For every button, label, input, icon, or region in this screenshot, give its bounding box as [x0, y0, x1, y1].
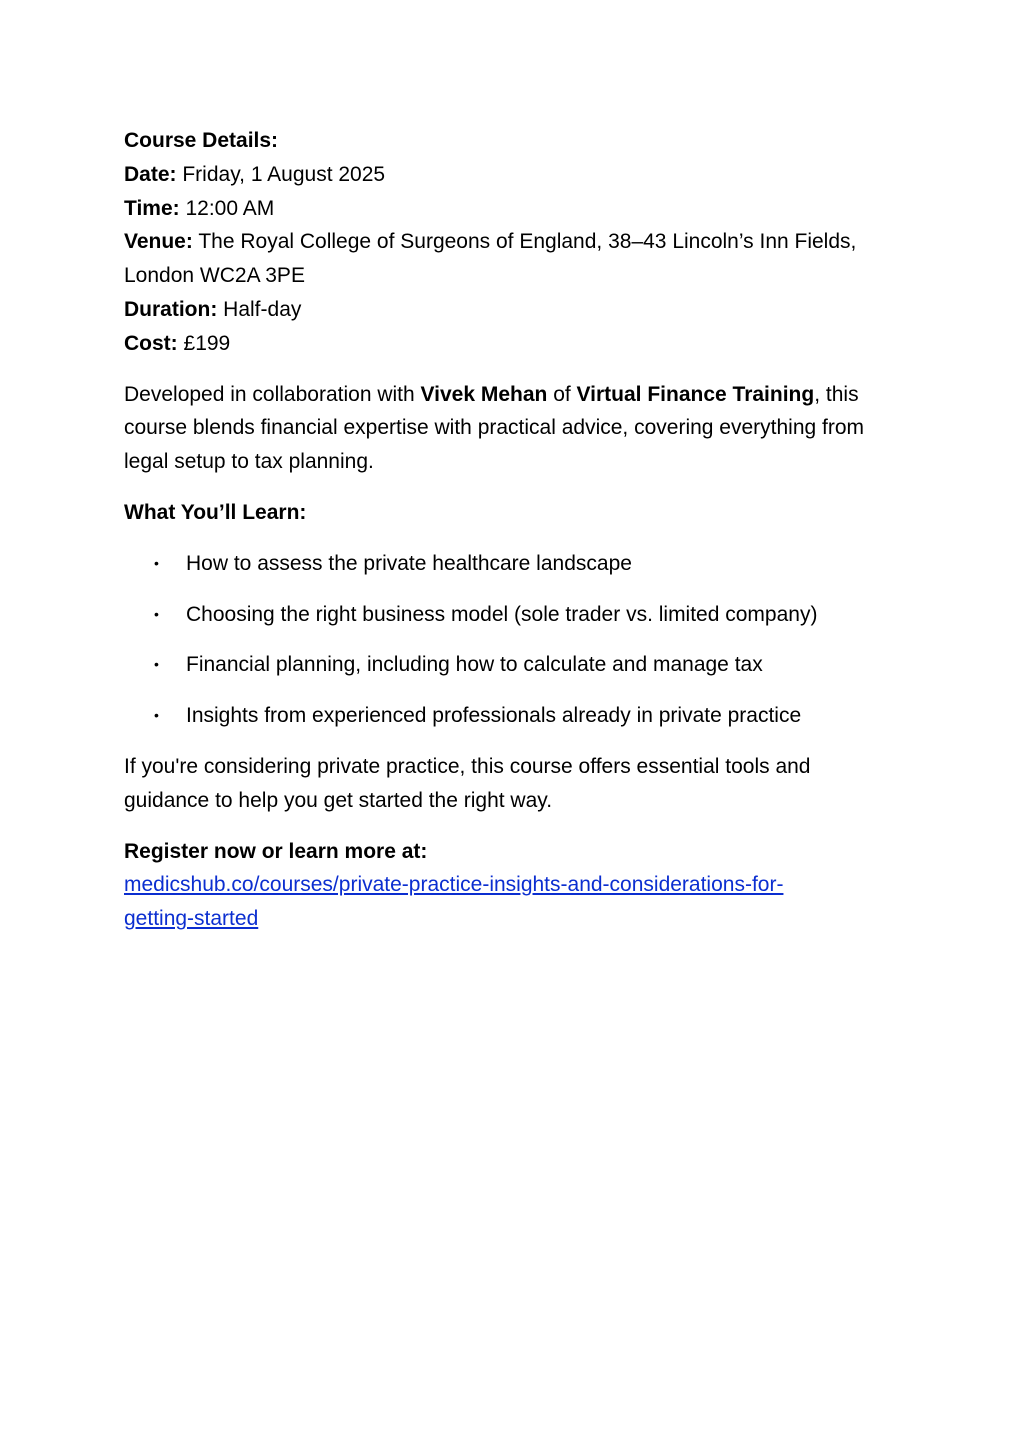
date-value: Friday, 1 August 2025: [182, 162, 386, 186]
list-item-text: Insights from experienced professionals already in private practice: [186, 704, 802, 728]
course-details: [124, 124, 899, 361]
closing-paragraph: If you're considering private practice, this course offers essential tools and guidance to help you get started the right way.: [124, 754, 811, 812]
cost-label: Cost:: [124, 331, 178, 355]
list-item: [124, 648, 899, 682]
document-page: [124, 124, 899, 936]
venue-label: Venue:: [124, 230, 193, 254]
register-link[interactable]: medicshub.co/courses/private-practice-insights-and-considerations-for-getting-started: [124, 873, 784, 931]
intro-text-3: , this course blends financial expertise with practical advice, covering everything from legal setup to tax planning.: [124, 382, 865, 474]
list-item-text: Choosing the right business model (sole trader vs. limited company): [186, 602, 818, 626]
course-details-heading: Course Details:: [124, 129, 279, 152]
learn-heading: What You’ll Learn:: [124, 500, 307, 524]
list-item-text: Financial planning, including how to calculate and manage tax: [186, 653, 763, 677]
company-name: Virtual Finance Training: [576, 382, 815, 406]
duration-row: [124, 293, 899, 327]
list-item: [124, 547, 899, 581]
intro-text-2: of: [547, 382, 577, 406]
date-row: [124, 158, 899, 192]
list-item: [124, 598, 899, 632]
intro-paragraph: [124, 378, 899, 479]
time-label: Time:: [124, 196, 180, 220]
intro-text-1: Developed in collaboration with: [124, 382, 421, 406]
bullet-icon: •: [154, 656, 159, 673]
register-section: [124, 835, 899, 936]
learn-list: [124, 547, 899, 733]
cost-value: £199: [183, 331, 231, 355]
bullet-icon: •: [154, 554, 159, 571]
duration-value: Half-day: [223, 297, 302, 321]
date-label: Date:: [124, 162, 177, 186]
venue-row: [124, 225, 899, 293]
duration-label: Duration:: [124, 297, 218, 321]
list-item-text: How to assess the private healthcare landscape: [186, 551, 632, 575]
bullet-icon: •: [154, 707, 159, 724]
time-value: 12:00 AM: [185, 196, 275, 220]
venue-value: The Royal College of Surgeons of England, 38–43 Lincoln’s Inn Fields, London WC2A 3PE: [124, 230, 857, 288]
bullet-icon: •: [154, 605, 159, 622]
time-row: [124, 192, 899, 226]
cost-row: [124, 327, 899, 361]
register-heading: Register now or learn more at:: [124, 839, 428, 863]
list-item: [124, 699, 899, 733]
collaborator-name: Vivek Mehan: [420, 382, 548, 406]
